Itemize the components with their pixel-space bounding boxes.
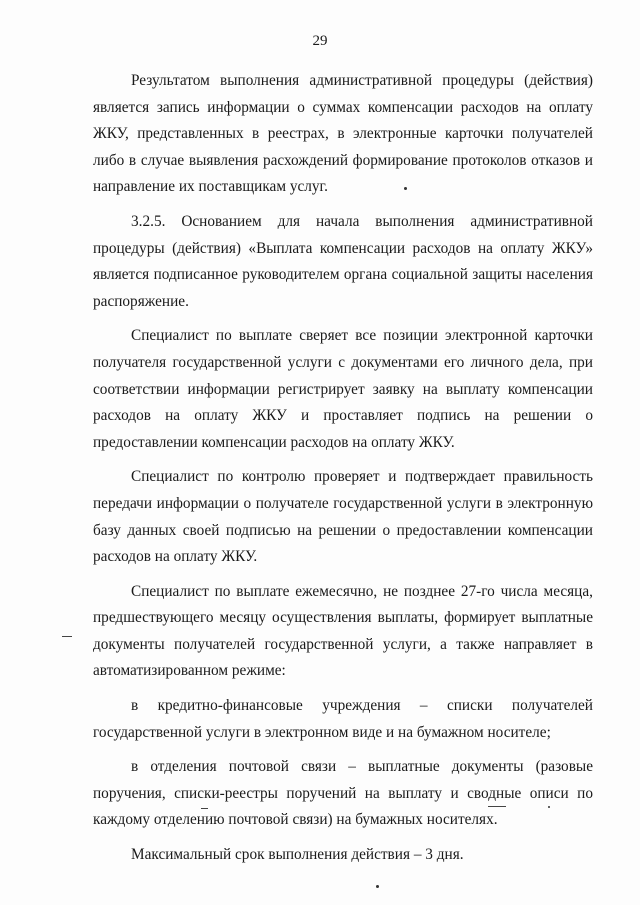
- paragraph-control-specialist: Специалист по контролю проверяет и подтверждает правильность передачи информации о получателе государственной услуги в электронную базу данных своей подписью на решении о предоставлении компенсации расходов на оплату ЖКУ.: [93, 468, 593, 566]
- scan-mark: [62, 636, 72, 637]
- paragraph-monthly-documents: Специалист по выплате ежемесячно, не позднее 27-го числа месяца, предшествующего месяцу осуществления выплаты, формирует выплатные документы получателей государственной услуги, а также направляет в автоматизированном режиме:: [93, 582, 593, 680]
- body-text: [93, 68, 593, 877]
- paragraph-credit-institutions: в кредитно-финансовые учреждения – списки получателей государственной услуги в электронном виде и на бумажном носителе;: [93, 697, 593, 741]
- scan-mark: [201, 808, 208, 809]
- scan-speck: [376, 885, 379, 888]
- paragraph-max-term: Максимальный срок выполнения действия – 3 дня.: [131, 846, 464, 864]
- paragraph-3-2-5: 3.2.5. Основанием для начала выполнения административной процедуры (действия) «Выплата компенсации расходов на оплату ЖКУ» является подписанное руководителем органа социальной защиты населения распоряжение.: [93, 212, 593, 310]
- scan-speck: [404, 187, 407, 190]
- scan-speck: [548, 806, 550, 808]
- paragraph-result: Результатом выполнения административной процедуры (действия) является запись информации о суммах компенсации расходов на оплату ЖКУ, представленных в реестрах, в электронные карточки получателей либо в случае выявления расхождений формирование протоколов отказов и направление их поставщикам услуг.: [93, 72, 593, 196]
- page-number: 29: [312, 33, 328, 49]
- paragraph-payment-specialist: Специалист по выплате сверяет все позиции электронной карточки получателя государственной услуги с документами его личного дела, при соответствии информации регистрирует заявку на выплату компенсации расходов на оплату ЖКУ и проставляет подпись на решении о предоставлении компенсации расходов на оплату ЖКУ.: [93, 327, 593, 451]
- paragraph-post-offices: в отделения почтовой связи – выплатные документы (разовые поручения, списки-реестры поручений на выплату и сводные описи по каждому отделению почтовой связи) на бумажных носителях.: [93, 758, 593, 829]
- scan-mark: [488, 806, 506, 807]
